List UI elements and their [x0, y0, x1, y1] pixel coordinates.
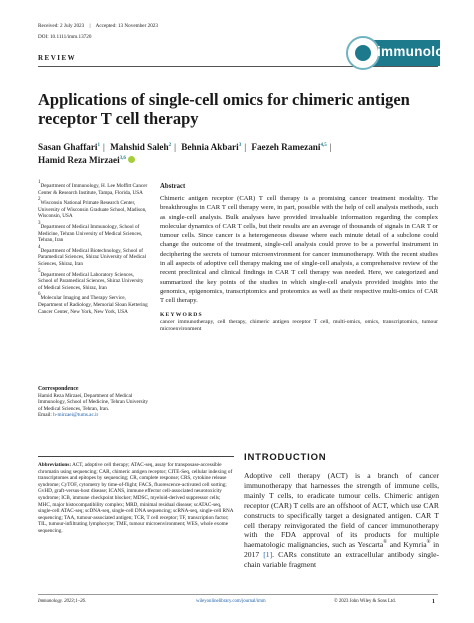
received-accepted-line: Received: 2 July 2023 | Accepted: 13 November 2023: [38, 23, 158, 29]
footer-divider: [38, 594, 438, 595]
author-5[interactable]: Hamid Reza Mirzaei$^{3,6}$: [38, 155, 126, 165]
journal-logo: [360, 40, 461, 66]
footer-journal-link[interactable]: wileyonlinelibrary.com/journal/imm: [196, 599, 266, 604]
introduction-section: [244, 452, 439, 570]
abstract-text: Chimeric antigen receptor (CAR) T cell therapy is a promising cancer treatment modality. The breakthroughs in CAR T cell therapy were, in part, possible with the help of cell analysis methods, such as single-cell analysis. Bulk analyses have provided invaluable information regarding the complex molecular dynamics of CAR T cells, but their results are an average of thousands of signals in CAR T or tumour cells. Since cancer is a heterogeneous disease where each minute detail of a subclone could change the outcome of the treatment, single-cell analysis could prove to be a powerful instrument in deciphering the secrets of tumour microenvironment for cancer immunotherapy. With the recent studies in all aspects of adoptive cell therapy making use of single-cell analysis, a comprehensive review of the recent preclinical and clinical findings in CAR T cell therapy was needed. Here, we categorized and summarized the key points of the studies in which single-cell analysis provided insights into the genomics, epigenomics, transcriptomics and proteomics as well as their respective multi-omics of CAR T cell therapy.: [160, 195, 438, 305]
affiliation-item: $^5$Department of Medical Laboratory Sciences, School of Paramedical Sciences, Shiraz University of Medical Sciences, Shiraz, Iran: [38, 268, 144, 291]
journal-logo-text: immunology: [377, 44, 461, 59]
correspondence-email-line: Email: h-mirzaei@tums.ac.ir: [38, 412, 99, 419]
introduction-heading: INTRODUCTION: [244, 452, 327, 463]
abbreviations: [38, 462, 234, 535]
author-3[interactable]: Behnia Akbari$^3$: [181, 142, 242, 152]
email-link[interactable]: h-mirzaei@tums.ac.ir: [53, 412, 99, 419]
accepted-date: Accepted: 13 November 2023: [95, 23, 158, 29]
keywords-heading: KEYWORDS: [160, 311, 203, 318]
abstract-heading: Abstract: [160, 183, 186, 190]
affiliation-item: $^1$Department of Immunology, H. Lee Moffitt Cancer Center & Research Institute, Tampa, Florida, USA: [38, 180, 148, 196]
footer-copyright: © 2023 John Wiley & Sons Ltd.: [334, 599, 396, 604]
abbreviations-label: Abbreviations:: [38, 462, 72, 468]
correspondence-heading: Correspondence: [38, 386, 79, 392]
affiliation-item: $^2$Wisconsin National Primate Research Center, University of Wisconsin Graduate School, Madison, Wisconsin, USA: [38, 197, 147, 220]
author-4[interactable]: Faezeh Ramezani$^{4,5}$: [251, 142, 327, 152]
affiliations: [38, 180, 148, 319]
introduction-text: Adoptive cell therapy (ACT) is a branch of cancer immunotherapy that harnesses the strength of immune cells, mainly T cells, to eradicate tumour cells. Chimeric antigen receptor (CAR) T cells are an offshoot of ACT, which use CAR constructs to specifically target a designated antigen. CAR T cell therapy reinvigorated the field of cancer immunotherapy with the FDA approval of its products for multiple haematologic malignancies, such as Yescarta® and Kymria® in 2017 [1]. CARs constitute an extracellular antibody single-chain variable fragment: [244, 471, 439, 570]
doi[interactable]: DOI: 10.1111/imm.13720: [38, 34, 92, 40]
correspondence: [38, 386, 153, 419]
abstract-section: [160, 183, 438, 333]
keywords: [160, 312, 438, 333]
author-list: Sasan Ghaffari$^1$ | Mahshid Saleh$^2$ | Behnia Akbari$^3$ | Faezeh Ramezani$^{4,5}$ | Hamid Reza Mirzaei$^{3,6}$: [38, 142, 332, 165]
journal-logo-mark: [346, 36, 380, 70]
affiliation-item: $^6$Molecular Imaging and Therapy Service, Department of Radiology, Memorial Sloan Kettering Cancer Center, New York, New York, USA: [38, 292, 148, 315]
page-number: 1: [432, 599, 435, 605]
abbreviations-text: ACT, adoptive cell therapy; ATAC-seq, assay for transposase-accessible chromatin using sequencing; CAR, chimeric antigen receptor; CITE-Seq, cellular indexing of transcriptomes and epitopes by sequencing; CR, complete response; CRS, cytokine release syndrome; CyTOF, cytometry by time-of-flight; FACS, fluorescence-activated cell sorting; GvHD, graft-versus-host disease; ICANS, immune effector cell-associated neurotoxicity syndrome; ICB, immune checkpoint blocker; MDSC, myeloid-derived suppressor cells; MHC, major histocompatibility complex; MRD, minimal residual disease; scATAC-seq, single-cell ATAC-seq; scDNA-seq, single-cell DNA sequencing; scRNA-seq, single-cell RNA sequencing; TAA, tumour-associated antigen; TCR, T cell receptor; TF, transcription factor; TIL, tumour-infiltrating lymphocyte; TME, tumour microenvironment; WES, whole exome sequencing.: [38, 462, 234, 534]
received-date: Received: 2 July 2023: [38, 23, 85, 29]
author-2[interactable]: Mahshid Saleh$^2$: [110, 142, 172, 152]
article-section-label: REVIEW: [38, 54, 77, 62]
article-title: Applications of single-cell omics for chimeric antigen receptor T cell therapy: [38, 90, 410, 128]
reference-link[interactable]: [1]: [263, 550, 273, 560]
header-divider: [38, 66, 438, 67]
affiliation-item: $^4$Department of Medical Biotechnology, School of Paramedical Sciences, Shiraz University of Medical Sciences, Shiraz, Iran: [38, 244, 147, 267]
abbreviations-divider: [38, 456, 234, 457]
footer-citation: Immunology. 2023;1–26.: [38, 599, 87, 604]
orcid-icon[interactable]: [128, 156, 135, 163]
affiliation-item: $^3$Department of Medical Immunology, School of Medicine, Tehran University of Medical Sciences, Tehran, Iran: [38, 220, 143, 244]
keywords-text: cancer immunotherapy, cell therapy, chimeric antigen receptor T cell, multi-omics, omics, transcriptomics, tumour microenvironment: [160, 318, 438, 332]
author-1[interactable]: Sasan Ghaffari$^1$: [38, 142, 100, 152]
correspondence-text: Hamid Reza Mirzaei, Department of Medical Immunology, School of Medicine, Tehran University of Medical Sciences, Tehran, Iran.: [38, 392, 148, 412]
